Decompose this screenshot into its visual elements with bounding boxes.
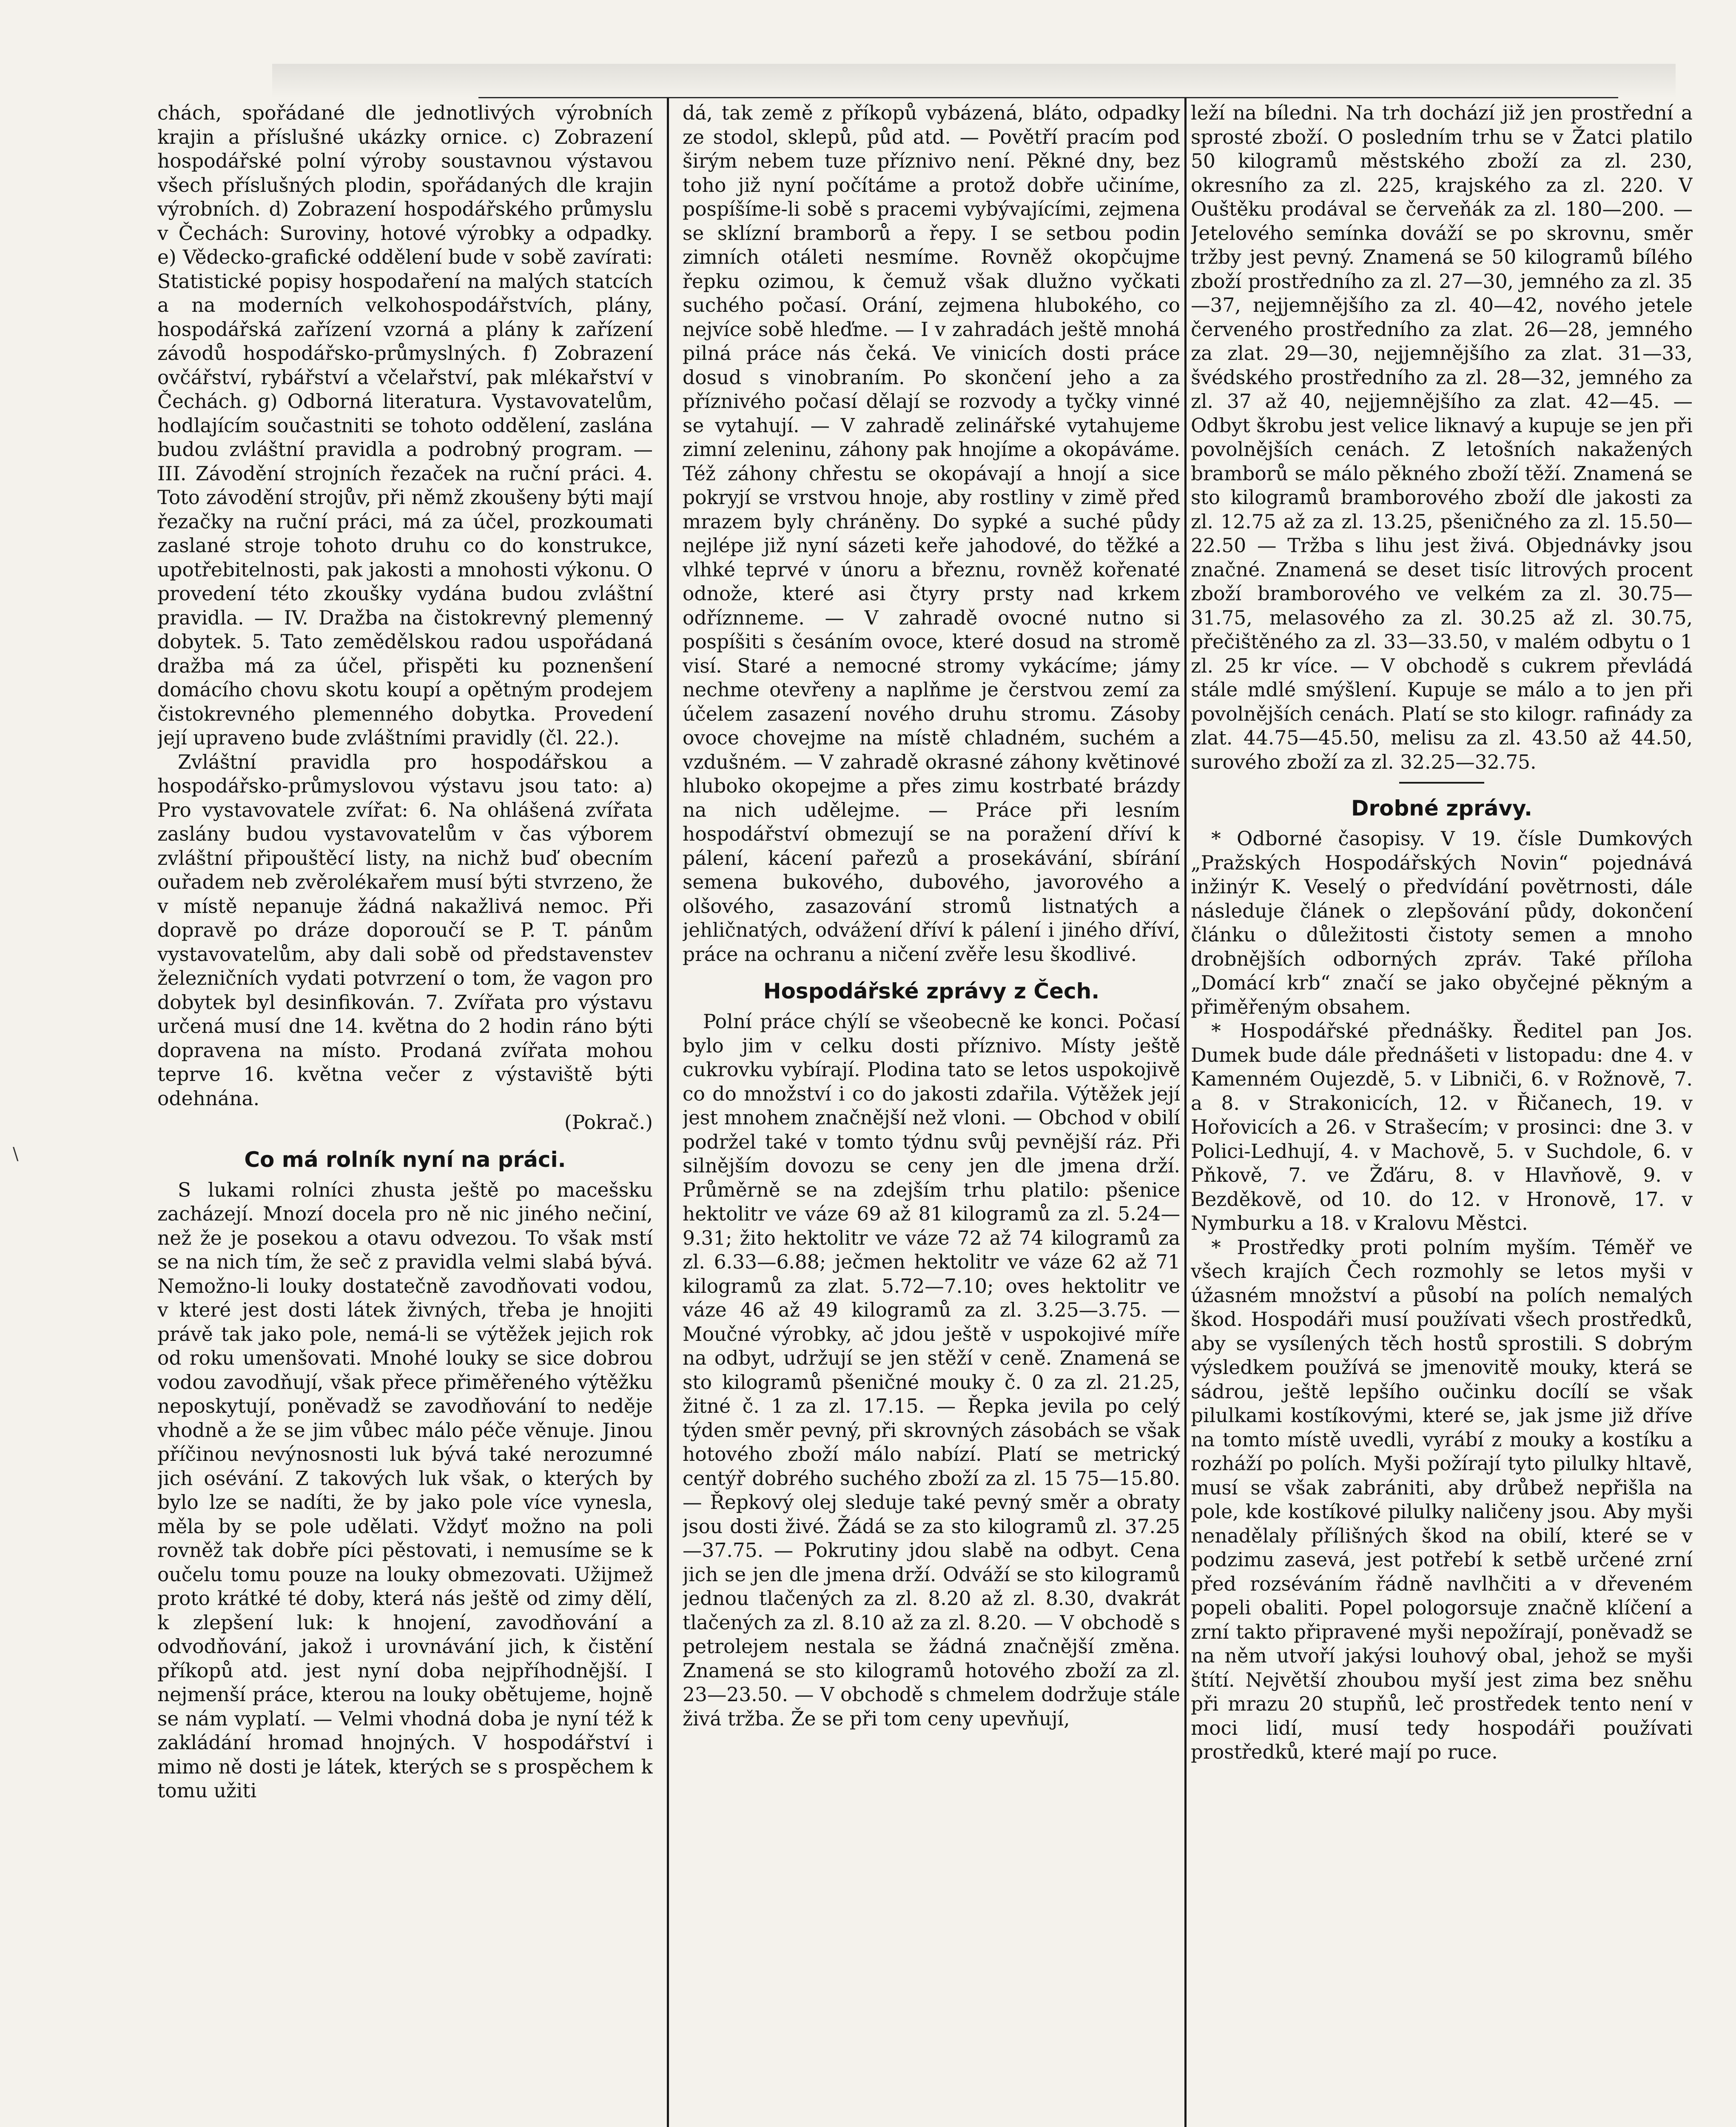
heading-small-news: Drobné zprávy. <box>1351 796 1533 821</box>
news-lectures: * Hospodářské přednášky. Ředitel pan Jos. Dumek bude dále přednášeti v listopadu: dne 4. v Kamenném Oujezdě, 5. v Libniči, 6. v Rožnově, 7. a 8. v Strakonicích, 12. v Řičanech, 19. v Hořovicích a 26. v Strašecím; v prosinci: dne 3. v Polici-Ledhují, 4. v Machově, 5. v Suchdole, 6. v Pňkově, 7. ve Žďáru, 8. v Hlavňově, 9. v Bezděkově, od 10. do 12. v Hronově, 17. v Nymburku a 18. v Kralovu Městci. <box>1191 1020 1693 1235</box>
margin-mark: \ <box>13 1144 19 1164</box>
heading-farmer-work: Co má rolník nyní na práci. <box>244 1147 566 1172</box>
article-exhibition-rules: Zvláštní pravidla pro hospodářskou a hospodářsko-průmyslovou výstavu jsou tato: a) Pro vystavovatele zvířat: 6. Na ohlášená zvířata zaslány budou vystavovatelům v čas výborem zvláštní připouštěcí listy, na nichž buď obecním ouřadem neb zvěrolékařem musí býti stvrzeno, že v místě nepanuje žádná nakažlivá nemoc. Při dopravě po dráze doporoučí se P. T. pánům vystavovatelům, aby dali sobě od představenstev železničních vydati potvrzení o tom, že vagon pro dobytek byl desinfikován. 7. Zvířata pro výstavu určená musí dne 14. května do 2 hodin ráno býti dopravena na místo. Prodaná zvířata mohou teprve 16. května večer z výstaviště býti odehnána. <box>157 750 653 1110</box>
article-exhibition-continued: chách, spořádané dle jednotlivých výrobních krajin a příslušné ukázky ornice. c) Zobrazení hospodářské polní výroby soustavnou výstavou všech příslušných plodin, spořádaných dle krajin výrobních. d) Zobrazení hospodářského průmyslu v Čechách: Suroviny, hotové výrobky a odpadky. e) Vědecko-grafické oddělení bude v sobě zavírati: Statistické popisy hospodaření na malých statcích a na moderních velkohospodářstvích, plány, hospodářská zařízení vzorná a plány k zařízení závodů hospodářsko-průmyslných. f) Zobrazení ovčářství, rybářství a včelařství, pak mlékařství v Čechách. g) Odborná literatura. Vystavovatelům, hodlajícím součastniti se tohoto oddělení, zaslána budou zvláštní pravidla a podrobný program. — III. Závodění strojních řezaček na ruční práci. 4. Toto závodění strojův, při němž zkoušeny býti mají řezačky na ruční práci, má za účel, prozkoumati zaslané stroje tohoto druhu co do konstrukce, upotřebitelnosti, pak jakosti a mnohosti výkonu. O provedení této zkoušky vydána budou zvláštní pravidla. — IV. Dražba na čistokrevný plemenný dobytek. 5. Tato zemědělskou radou uspořádaná dražba má za účel, přispěti ku poznenšení domácího chovu skotu koupí a opětným prodejem čistokrevného plemenného dobytka. Provedení její upraveno bude zvláštními pravidly (čl. 22.). <box>157 102 653 749</box>
heading-economic-news: Hospodářské zprávy z Čech. <box>763 979 1100 1004</box>
article-economic-news: Polní práce chýlí se všeobecně ke konci. Počasí bylo jim v celku dosti příznivo. Místy ještě cukrovku vybírají. Plodina tato se letos uspokojivě co do množství i co do jakosti zdařila. Výtěžek její jest mnohem značnější než vloni. — Obchod v obilí podržel také v tomto týdnu svůj pevnější ráz. Při silnějším dovozu se ceny jen dle jmena drží. Průměrně se na zdejším trhu platilo: pšenice hektolitr ve váze 69 až 81 kilogramů za zl. 5.24—9.31; žito hektolitr ve váze 72 až 74 kilogramů za zl. 6.33—6.88; ječmen hektolitr ve váze 62 až 71 kilogramů za zlat. 5.72—7.10; oves hektolitr ve váze 46 až 49 kilogramů za zl. 3.25—3.75. — Moučné výrobky, ač jdou ještě v uspokojivé míře na odbyt, udržují se jen stěží v ceně. Znamená se sto kilogramů pšeničné mouky č. 0 za zl. 21.25, žitné č. 1 za zl. 17.15. — Řepka jevila po celý týden směr pevný, při skrovných zásobách se však hotového zboží málo nabízí. Platí se metrický centýř dobrého suchého zboží za zl. 15 75—15.80. — Řepkový olej sleduje také pevný směr a obraty jsou dosti živé. Žádá se za sto kilogramů zl. 37.25—37.75. — Pokrutiny jdou slabě na odbyt. Cena jich se jen dle jmena drží. Odváží se sto kilogramů jednou tlačených za zl. 8.20 až zl. 8.30, dvakrát tlačených za zl. 8.10 až za zl. 8.20. — V obchodě s petrolejem nestala se žádná značnější změna. Znamená se sto kilogramů hotového zboží za zl. 23—23.50. — V obchodě s chmelem dodržuje stále živá tržba. Že se při tom ceny upevňují, <box>683 1010 1180 1730</box>
torn-header-shadow <box>272 64 1676 98</box>
news-journals: * Odborné časopisy. V 19. čísle Dumkových „Pražských Hospodářských Novin“ pojednává inžinýr K. Veselý o předvídání povětrnosti, dále následuje článek o zlepšování půdy, dokončení článku o důležitosti čistoty semen a mnoho drobnějších odborných zpráv. Také příloha „Domácí krb“ značí se jako obyčejné pěkným a přiměřeným obsahem. <box>1191 827 1693 1018</box>
article-economic-news-continued: leží na bíledni. Na trh dochází již jen prostřední a sprosté zboží. O posledním trhu se v Žatci platilo 50 kilogramů městského zboží za zl. 230, okresního za zl. 225, krajského za zl. 220. V Ouštěku prodával se červeňák za zl. 180—200. — Jetelového semínka dováží se po skrovnu, směr tržby jest pevný. Znamená se 50 kilogramů bílého zboží prostředního za zl. 27—30, jemného za zl. 35—37, nejjemnějšího za zl. 40—42, nového jetele červeného prostředního za zlat. 26—28, jemného za zlat. 29—30, nejjemnějšího za zlat. 31—33, švédského prostředního za zl. 28—32, jemného za zl. 37 až 40, nejjemnějšího za zlat. 42—45. — Odbyt škrobu jest velice liknavý a kupuje se jen při povolnějších cenách. Z letošních nakažených bramborů se málo pěkného zboží těží. Znamená se sto kilogramů bramborového zboží dle jakosti za zl. 12.75 až za zl. 13.25, pšeničného za zl. 15.50—22.50 — Tržba s lihu jest živá. Objednávky jsou značné. Znamená se deset tisíc litrových procent zboží bramborového ve velkém za zl. 30.75—31.75, melasového za zl. 30.25 až zl. 30.75, přečištěného za zl. 33—33.50, v malém odbytu o 1 zl. 25 kr více. — V obchodě s cukrem převládá stále mdlé smýšlení. Kupuje se málo a to jen při povolnějších cenách. Platí se sto kilogr. rafinády za zlat. 44.75—45.50, melisu za zl. 43.50 až 44.50, surového zboží za zl. 32.25—32.75. <box>1191 102 1693 773</box>
top-rule <box>478 97 1618 98</box>
column-rule-1 <box>667 98 669 2127</box>
column-rule-2 <box>1184 98 1187 2127</box>
continued-marker: (Pokrač.) <box>564 1111 653 1134</box>
column-1 <box>157 101 653 2127</box>
news-field-mice: * Prostředky proti polním myším. Téměř ve všech krajích Čech rozmohly se letos myši v úžasném množství a působí na polích nemalých škod. Hospodáři musí používati všech prostředků, aby se vysílených těch hostů sprostili. S dobrým výsledkem používá se jmenovitě mouky, která se sádrou, ještě lepšího oučinku docílí se však pilulkami kostíkovými, které se, jak jsme již dříve na tomto místě uvedli, vyrábí z mouky a kostíku a rozháží po polích. Myši požírají tyto pilulky hltavě, musí se však zabrániti, aby drůbež nepřišla na pole, kde kostíkové pilulky naličeny jsou. Aby myši nenadělaly přílišných škod na obilí, které se v podzimu zasevá, jest potřebí k setbě určené zrní před rozséváním řádně navlhčiti a v dřeveném popeli obaliti. Popel pologorsuje značně klíčení a zrní takto připravené myši nepožírají, poněvadž se na něm utvoří jakýsi louhový obal, jehož se myši štítí. Největší zhoubou myší jest zima bez sněhu při mrazu 20 stupňů, leč prostředek tento není v moci lidí, musí tedy hospodáři používati prostředků, které mají po ruce. <box>1191 1236 1693 1763</box>
column-3 <box>1191 101 1693 2127</box>
article-farmer-work-continued: dá, tak země z příkopů vybázená, bláto, odpadky ze stodol, sklepů, půd atd. — Povětří pracím pod širým nebem tuze příznivo není. Pěkné dny, bez toho již nyní počítáme a protož dobře učiníme, pospíšíme-li sobě s pracemi vybývajícími, zejmena se sklízní bramborů a řepy. I se setbou podin zimních otáleti nesmíme. Rovněž okopčujme řepku ozimou, k čemuž však dlužno vyčkati suchého počasí. Orání, zejmena hlubokého, co nejvíce sobě hleďme. — I v zahradách ještě mnohá pilná práce nás čeká. Ve vinicích dosti práce dosud s vinobraním. Po skončení jeho a za příznivého počasí dělají se rozvody a tyčky vinné se vytahují. — V zahradě zelinářské vytahujeme zimní zeleninu, záhony pak hnojíme a okopáváme. Též záhony chřestu se okopávají a hnojí a sice pokryjí se vrstvou hnoje, aby rostliny v zimě před mrazem byly chráněny. Do sypké a suché půdy nejlépe již nyní sázeti keře jahodové, do těžké a vlhké teprvé v únoru a březnu, rovněž kořenaté odnože, které asi čtyry prsty nad krkem odříznneme. — V zahradě ovocné nutno si pospíšiti s česáním ovoce, které dosud na stromě visí. Staré a nemocné stromy vykácíme; jámy nechme otevřeny a naplňme je čerstvou zemí za účelem zasazení nového druhu stromu. Zásoby ovoce chovejme na místě chladném, suchém a vzdušném. — V zahradě okrasné záhony květinové hluboko okopejme a přes zimu kostrbaté brázdy na nich udělejme. — Práce při lesním hospodářství obmezují se na poražení dříví k pálení, kácení pařezů a prosekávání, sbírání semena bukového, dubového, javorového a olšového, zasazování stromů listnatých a jehličnatých, odvážení dříví k pálení i jiného dříví, práce na ochranu a ničení zvěře lesu škodlivé. <box>683 102 1180 966</box>
column-2 <box>683 101 1180 2127</box>
section-divider <box>1399 782 1484 784</box>
article-farmer-work: S lukami rolníci zhusta ještě po macešsku zacházejí. Mnozí docela pro ně nic jiného nečiní, než že je posekou a otavu odvezou. To však mstí se na nich tím, že seč z pravidla velmi slabá bývá. Nemožno-li louky dostatečně zavodňovati vodou, v které jest dosti látek živných, třeba je hnojiti právě tak jako pole, nemá-li se výtěžek jejich rok od roku umenšovati. Mnohé louky se sice dobrou vodou zavodňují, však přece přiměřeného výtěžku neposkytují, poněvadž se zavodňování to neděje vhodně a že se jim vůbec málo péče věnuje. Jinou příčinou nevýnosnosti luk bývá také nerozumné jich osévání. Z takových luk však, o kterých by bylo lze se nadíti, že by jako pole více vynesla, měla by se pole udělati. Vždyť možno na poli rovněž tak dobře píci pěstovati, i nemusíme se k oučelu tomu pouze na louky obmezovati. Užijmež proto krátké té doby, která nás ještě od zimy dělí, k zlepšení luk: k hnojení, zavodňování a odvodňování, jakož i urovnávání jich, k čistění příkopů atd. jest nyní doba nejpříhodnější. I nejmenší práce, kterou na louky obětujeme, hojně se nám vyplatí. — Velmi vhodná doba je nyní též k zakládání hromad hnojných. V hospodářství i mimo ně dosti je látek, kterých se s prospěchem k tomu užiti <box>157 1178 653 1802</box>
